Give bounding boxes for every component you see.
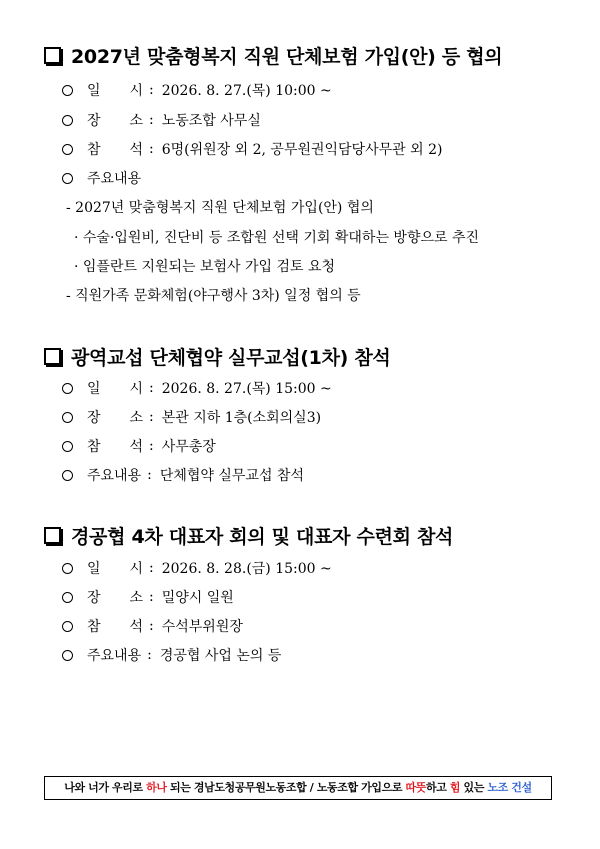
- checkbox-square-icon: [44, 527, 61, 544]
- circle-bullet-icon: [62, 563, 73, 574]
- section-3-date: 2026. 8. 28.(금) 15:00 ~: [161, 561, 332, 577]
- section-1-date-row: 일 시 : 2026. 8. 27.(목) 10:00 ~: [62, 80, 332, 100]
- section-1-place-row: 장 소 : 노동조합 사무실: [62, 110, 261, 130]
- slogan-highlight-1: 하나: [146, 781, 167, 794]
- section-1-content-label: 주요내용: [87, 171, 142, 187]
- section-2-heading: [44, 343, 390, 370]
- section-2-date: 2026. 8. 27.(목) 15:00 ~: [161, 381, 332, 397]
- section-1-content-row: [62, 168, 141, 188]
- circle-bullet-icon: [62, 470, 73, 481]
- section-1-item-3: · 임플란트 지원되는 보험사 가입 검토 요청: [74, 259, 336, 275]
- place-label-a: 장: [87, 410, 101, 426]
- section-3-content: 경공협 사업 논의 등: [159, 648, 282, 664]
- slogan-text-2: 되는 경남도청공무원노동조합 / 노동조합 가입으로: [166, 781, 406, 794]
- slogan-text-4: 있는: [460, 781, 488, 794]
- circle-bullet-icon: [62, 441, 73, 452]
- attend-label-a: 참: [87, 439, 101, 455]
- section-3-attend: 수석부위원장: [161, 619, 243, 635]
- section-3-heading: [44, 522, 453, 549]
- section-2-content-row: 주요내용 : 단체협약 실무교섭 참석: [62, 465, 304, 485]
- place-label-a: 장: [87, 113, 101, 129]
- section-1-title: 2027년 맞춤형복지 직원 단체보험 가입(안) 등 협의: [71, 46, 503, 68]
- place-label-b: 소: [129, 590, 143, 606]
- date-label-b: 시: [129, 83, 143, 99]
- attend-label-a: 참: [87, 142, 101, 158]
- section-3-content-row: 주요내용 : 경공협 사업 논의 등: [62, 645, 281, 665]
- section-3-place-row: 장 소 : 밀양시 일원: [62, 587, 234, 607]
- attend-label-b: 석: [129, 619, 143, 635]
- section-3-date-row: 일 시 : 2026. 8. 28.(금) 15:00 ~: [62, 558, 332, 578]
- section-1-attend-row: 참 석 : 6명(위원장 외 2, 공무원권익담당사무관 외 2): [62, 139, 442, 159]
- section-1-attend: 6명(위원장 외 2, 공무원권익담당사무관 외 2): [161, 142, 443, 158]
- date-label-a: 일: [87, 561, 101, 577]
- place-label-b: 소: [129, 410, 143, 426]
- slogan-text-3: 하고: [425, 781, 450, 794]
- section-2-date-row: 일 시 : 2026. 8. 27.(목) 15:00 ~: [62, 378, 332, 398]
- section-2-place-row: 장 소 : 본관 지하 1층(소회의실3): [62, 407, 321, 427]
- section-3-attend-row: 참 석 : 수석부위원장: [62, 616, 243, 636]
- slogan-text-1: 나와 너가 우리로: [64, 781, 147, 794]
- date-label-b: 시: [129, 561, 143, 577]
- attend-label-b: 석: [129, 439, 143, 455]
- date-label-a: 일: [87, 381, 101, 397]
- section-1-place: 노동조합 사무실: [161, 113, 261, 129]
- circle-bullet-icon: [62, 115, 73, 126]
- attend-label-a: 참: [87, 619, 101, 635]
- checkbox-square-icon: [44, 348, 61, 365]
- section-2-attend: 사무총장: [161, 439, 216, 455]
- circle-bullet-icon: [62, 144, 73, 155]
- attend-label-b: 석: [129, 142, 143, 158]
- section-2-place: 본관 지하 1층(소회의실3): [161, 410, 322, 426]
- circle-bullet-icon: [62, 650, 73, 661]
- place-label-b: 소: [129, 113, 143, 129]
- section-2-content-label: 주요내용: [87, 468, 142, 484]
- circle-bullet-icon: [62, 173, 73, 184]
- section-3-place: 밀양시 일원: [161, 590, 234, 606]
- section-3-title: 경공협 4차 대표자 회의 및 대표자 수련회 참석: [71, 526, 454, 548]
- footer-slogan: [44, 776, 552, 800]
- place-label-a: 장: [87, 590, 101, 606]
- section-1-item-2: · 수술·입원비, 진단비 등 조합원 선택 기회 확대하는 방향으로 추진: [74, 230, 480, 246]
- section-2-content: 단체협약 실무교섭 참석: [159, 468, 304, 484]
- section-3-content-label: 주요내용: [87, 648, 142, 664]
- section-1-date: 2026. 8. 27.(목) 10:00 ~: [161, 83, 332, 99]
- section-2-attend-row: 참 석 : 사무총장: [62, 436, 216, 456]
- checkbox-square-icon: [44, 47, 61, 64]
- date-label-b: 시: [129, 381, 143, 397]
- section-1-item-1: - 2027년 맞춤형복지 직원 단체보험 가입(안) 협의: [66, 200, 374, 216]
- section-1-heading: [44, 42, 502, 69]
- circle-bullet-icon: [62, 592, 73, 603]
- circle-bullet-icon: [62, 85, 73, 96]
- slogan-highlight-3: 힘: [449, 781, 461, 794]
- circle-bullet-icon: [62, 621, 73, 632]
- section-1-item-4: - 직원가족 문화체험(야구행사 3차) 일정 협의 등: [66, 288, 361, 304]
- section-2-title: 광역교섭 단체협약 실무교섭(1차) 참석: [71, 347, 391, 369]
- slogan-highlight-2: 따뜻: [405, 781, 426, 794]
- circle-bullet-icon: [62, 412, 73, 423]
- date-label-a: 일: [87, 83, 101, 99]
- slogan-highlight-4: 노조 건설: [487, 781, 532, 794]
- circle-bullet-icon: [62, 383, 73, 394]
